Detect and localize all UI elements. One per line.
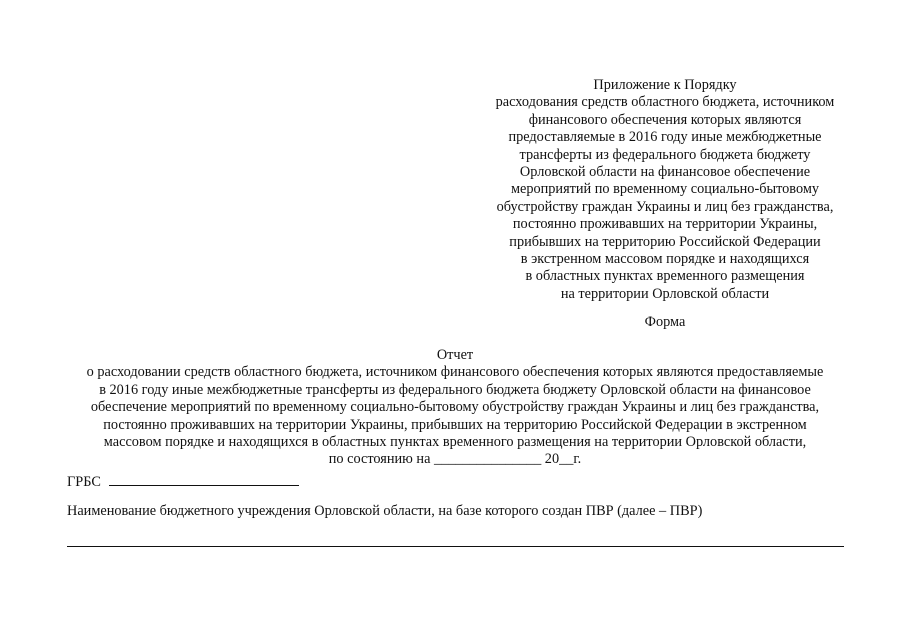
report-date-line: по состоянию на _______________ 20__г. xyxy=(328,451,582,468)
institution-blank-line xyxy=(67,546,844,547)
institution-label: Наименование бюджетного учреждения Орловской области, на базе которого создан ПВР (далее – ПВР) xyxy=(67,503,703,519)
report-line: массовом порядке и находящихся в областных пунктах временного размещения на территории Орловской области, xyxy=(103,434,807,451)
report-heading xyxy=(50,347,860,469)
appendix-line: постоянно проживавших на территории Украины, xyxy=(512,216,818,233)
grbs-blank-line xyxy=(109,474,299,486)
appendix-line: Орловской области на финансовое обеспечение xyxy=(519,164,811,181)
appendix-line: Приложение к Порядку xyxy=(593,77,737,93)
report-title: Отчет xyxy=(436,347,474,363)
appendix-line: предоставляемые в 2016 году иные межбюджетные xyxy=(508,129,822,146)
appendix-line: расходования средств областного бюджета, источником xyxy=(495,94,835,111)
appendix-line: в экстренном массовом порядке и находящихся xyxy=(520,251,810,268)
report-line: о расходовании средств областного бюджета, источником финансового обеспечения которых являются предоставляемые xyxy=(86,364,824,381)
appendix-line: трансферты из федерального бюджета бюджету xyxy=(519,146,811,163)
grbs-field xyxy=(67,474,299,491)
grbs-label: ГРБС xyxy=(67,474,101,490)
appendix-line: обустройству граждан Украины и лиц без гражданства, xyxy=(496,198,834,215)
appendix-line: в областных пунктах временного размещения xyxy=(525,268,805,285)
report-line: обеспечение мероприятий по временному социально-бытовому обустройству граждан Украины и лиц без гражданства, xyxy=(90,399,820,416)
report-line: в 2016 году иные межбюджетные трансферты из федерального бюджета бюджету Орловской области на финансовое xyxy=(99,381,811,398)
appendix-line: финансового обеспечения которых являются xyxy=(528,111,802,128)
report-line: постоянно проживавших на территории Украины, прибывших на территорию Российской Федерации в экстренном xyxy=(103,416,807,433)
appendix-line: прибывших на территорию Российской Федерации xyxy=(509,233,821,250)
appendix-line: на территории Орловской области xyxy=(560,285,770,302)
appendix-line: мероприятий по временному социально-бытовому xyxy=(510,181,820,198)
form-label: Форма xyxy=(644,314,686,330)
appendix-header xyxy=(460,77,870,303)
